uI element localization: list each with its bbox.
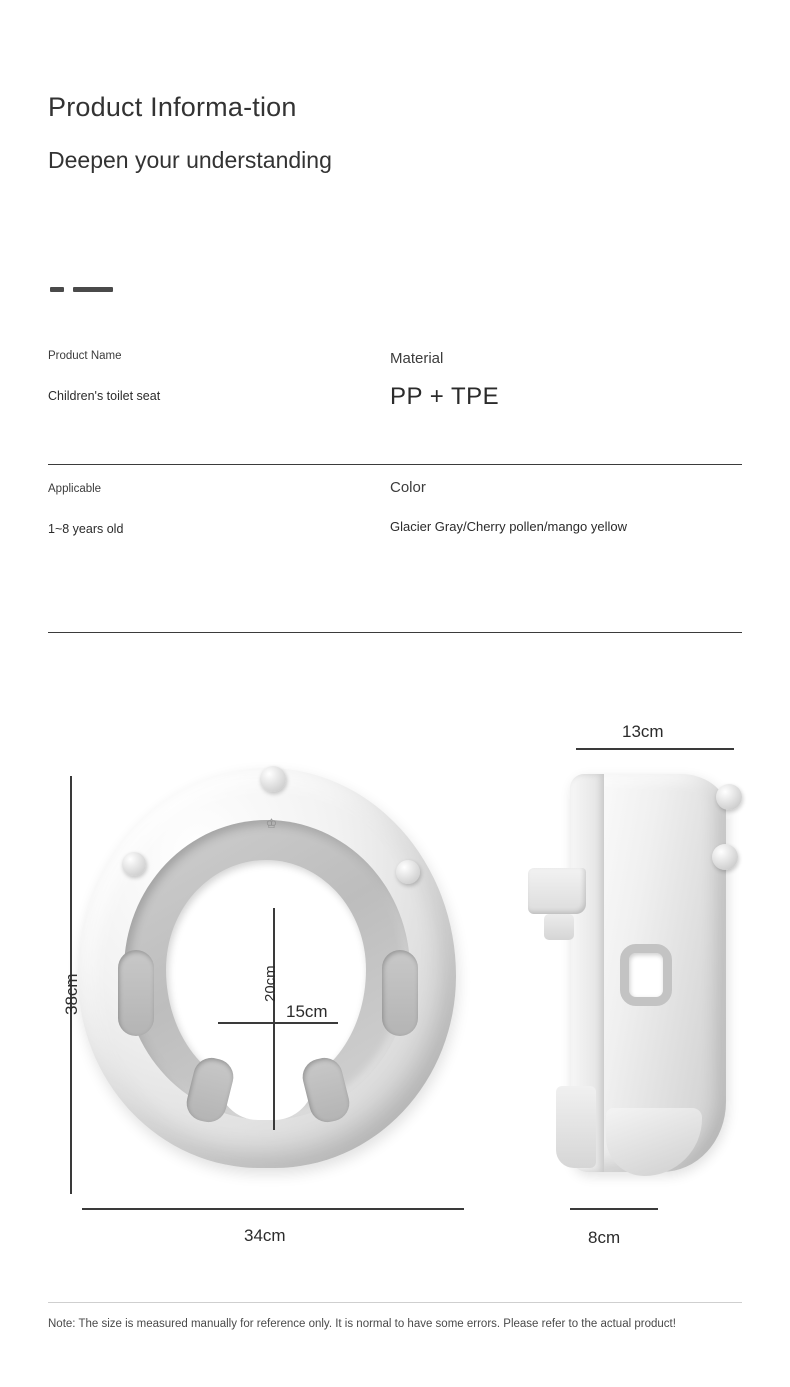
seat-bumper-knob <box>712 844 738 870</box>
spec-row <box>48 465 742 633</box>
inner-width-line <box>218 1022 338 1024</box>
spec-value: PP + TPE <box>390 383 500 410</box>
inner-width-label: 15cm <box>286 1002 328 1021</box>
width-dimension-line <box>82 1208 464 1210</box>
spec-table <box>48 350 742 633</box>
spec-label: Applicable <box>48 483 102 495</box>
spec-cell-product-name <box>48 350 378 404</box>
inner-height-label: 20cm <box>262 965 279 1002</box>
page-subtitle: Deepen your understanding <box>48 147 332 173</box>
spec-cell-color <box>390 479 742 535</box>
crown-emblem-icon: ♔ <box>265 816 277 831</box>
spec-label: Product Name <box>48 350 122 362</box>
seat-bumper-knob <box>260 766 286 792</box>
dash-short-mark <box>50 287 64 292</box>
height-dimension-label: 38cm <box>62 973 81 1015</box>
toilet-seat-side-view <box>510 768 760 1188</box>
spec-cell-material <box>390 350 742 412</box>
spec-cell-applicable <box>48 483 378 537</box>
note-text: Note: The size is measured manually for reference only. It is normal to have some errors. Please refer to the actual product! <box>48 1318 676 1330</box>
side-foot <box>556 1086 596 1168</box>
side-top-width-label: 13cm <box>622 722 664 741</box>
side-mount-hook <box>528 868 586 914</box>
spec-row-divider <box>48 632 742 633</box>
seat-cushion-pad <box>382 950 418 1036</box>
spec-value: Glacier Gray/Cherry pollen/mango yellow <box>390 519 627 534</box>
seat-bumper-knob <box>396 860 420 884</box>
seat-front-gap <box>218 1054 314 1120</box>
side-top-width-line <box>576 748 734 750</box>
spec-label: Color <box>390 479 426 496</box>
spec-value: Children's toilet seat <box>48 389 161 403</box>
side-bottom-width-line <box>570 1208 658 1210</box>
dimension-diagram <box>0 690 790 1270</box>
spec-value: 1~8 years old <box>48 522 124 536</box>
spec-row <box>48 350 742 465</box>
divider-dashes <box>50 287 113 292</box>
note-divider <box>48 1302 742 1303</box>
seat-bumper-knob <box>716 784 742 810</box>
seat-bumper-knob <box>122 852 146 876</box>
width-dimension-label: 34cm <box>244 1226 286 1245</box>
dash-long-mark <box>73 287 113 292</box>
page-title: Product Informa-tion <box>48 92 297 122</box>
inner-height-line <box>273 908 275 1130</box>
seat-cushion-pad <box>118 950 154 1036</box>
spec-label: Material <box>390 350 444 367</box>
side-mount-clip <box>544 914 574 940</box>
side-bottom-width-label: 8cm <box>588 1228 621 1247</box>
disclaimer-note <box>48 1316 742 1333</box>
header <box>48 90 378 174</box>
side-handle <box>620 944 672 1006</box>
